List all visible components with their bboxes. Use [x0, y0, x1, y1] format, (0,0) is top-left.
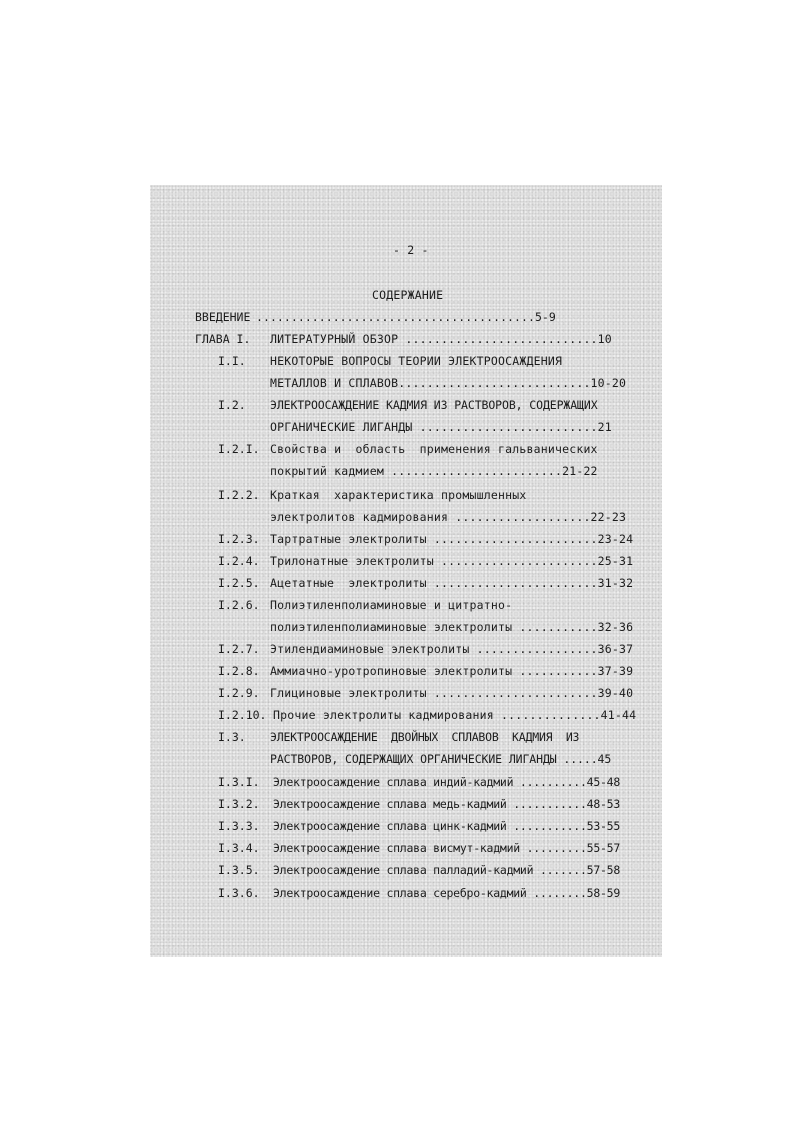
toc-entry-text: Электроосаждение сплава медь-кадмий ...........48-53 [273, 797, 621, 811]
toc-entry-number: I.3.6. [218, 886, 260, 900]
toc-entry-number: I.2.6. [218, 598, 260, 612]
toc-entry-text: Этилендиаминовые электролиты .................36-37 [270, 642, 634, 656]
toc-entry-text: Электроосаждение сплава цинк-кадмий ...........53-55 [273, 819, 621, 833]
toc-entry-text: покрытий кадмием ........................21-22 [270, 464, 598, 478]
toc-entry-text: Свойства и область применения гальванических [270, 442, 598, 456]
toc-entry-number: I.3.I. [218, 775, 260, 789]
toc-entry-number: I.3.5. [218, 863, 260, 877]
toc-entry-number: I.2.9. [218, 686, 260, 700]
toc-entry-text: Прочие электролиты кадмирования ..............41-44 [273, 708, 637, 722]
toc-entry-text: полиэтиленполиаминовые электролиты ...........32-36 [270, 620, 634, 634]
toc-entry-text: НЕКОТОРЫЕ ВОПРОСЫ ТЕОРИИ ЭЛЕКТРООСАЖДЕНИЯ [270, 354, 563, 368]
toc-entry-text: ЛИТЕРАТУРНЫЙ ОБЗОР ...........................10 [270, 332, 612, 346]
toc-entry-text: Трилонатные электролиты ......................25-31 [270, 554, 634, 568]
toc-entry-text: Полиэтиленполиаминовые и цитратно- [270, 598, 513, 612]
toc-entry-number: I.I. [218, 354, 246, 368]
toc-entry-text: электролитов кадмирования ...................22-23 [270, 510, 627, 524]
toc-entry-text: Краткая характеристика промышленных [270, 488, 527, 502]
toc-entry-number: I.2.8. [218, 664, 260, 678]
toc-entry-text: Электроосаждение сплава индий-кадмий ..........45-48 [273, 775, 621, 789]
toc-entry-number: I.2.4. [218, 554, 260, 568]
toc-entry-text: Глициновые электролиты .......................39-40 [270, 686, 634, 700]
toc-entry-text: Электроосаждение сплава висмут-кадмий .........55-57 [273, 841, 621, 855]
toc-entry-text: Тартратные электролиты .......................23-24 [270, 532, 634, 546]
toc-entry-number: I.3.4. [218, 841, 260, 855]
toc-entry-number: I.2.10. [218, 708, 267, 722]
toc-entry-number: I.2.I. [218, 442, 260, 456]
toc-entry-number: I.2.3. [218, 532, 260, 546]
toc-entry-number: I.2.2. [218, 488, 260, 502]
toc-entry-text: Аммиачно-уротропиновые электролиты ...........37-39 [270, 664, 634, 678]
toc-entry-number: I.2.7. [218, 642, 260, 656]
toc-entry-text: МЕТАЛЛОВ И СПЛАВОВ...........................10-20 [270, 376, 627, 390]
toc-entry-text: Электроосаждение сплава палладий-кадмий .......57-58 [273, 863, 621, 877]
toc-entry-number: I.2. [218, 398, 246, 412]
toc-entry-number: I.2.5. [218, 576, 260, 590]
toc-entry-text: ЭЛЕКТРООСАЖДЕНИЕ ДВОЙНЫХ СПЛАВОВ КАДМИЯ ИЗ [270, 730, 580, 744]
toc-entry-text: ЭЛЕКТРООСАЖДЕНИЕ КАДМИЯ ИЗ РАСТВОРОВ, СОДЕРЖАЩИХ [270, 398, 598, 412]
toc-entry-text: РАСТВОРОВ, СОДЕРЖАЩИХ ОРГАНИЧЕСКИЕ ЛИГАНДЫ .....45 [270, 752, 612, 766]
toc-entry-number: I.3.3. [218, 819, 260, 833]
toc-entry-text: ........................................5-9 [256, 310, 556, 324]
toc-entry-text: Электроосаждение сплава серебро-кадмий ........58-59 [273, 886, 621, 900]
toc-entry-text: Ацетатные электролиты .......................31-32 [270, 576, 634, 590]
toc-entry-number: I.3. [218, 730, 246, 744]
toc-entry-number: I.3.2. [218, 797, 260, 811]
toc-entry-number: ВВЕДЕНИЕ [195, 310, 251, 324]
toc-entry-text: ОРГАНИЧЕСКИЕ ЛИГАНДЫ .........................21 [270, 420, 612, 434]
toc-entry-number: ГЛАВА I. [195, 332, 251, 346]
toc-title: СОДЕРЖАНИЕ [372, 288, 444, 302]
page-number: - 2 - [393, 243, 429, 257]
